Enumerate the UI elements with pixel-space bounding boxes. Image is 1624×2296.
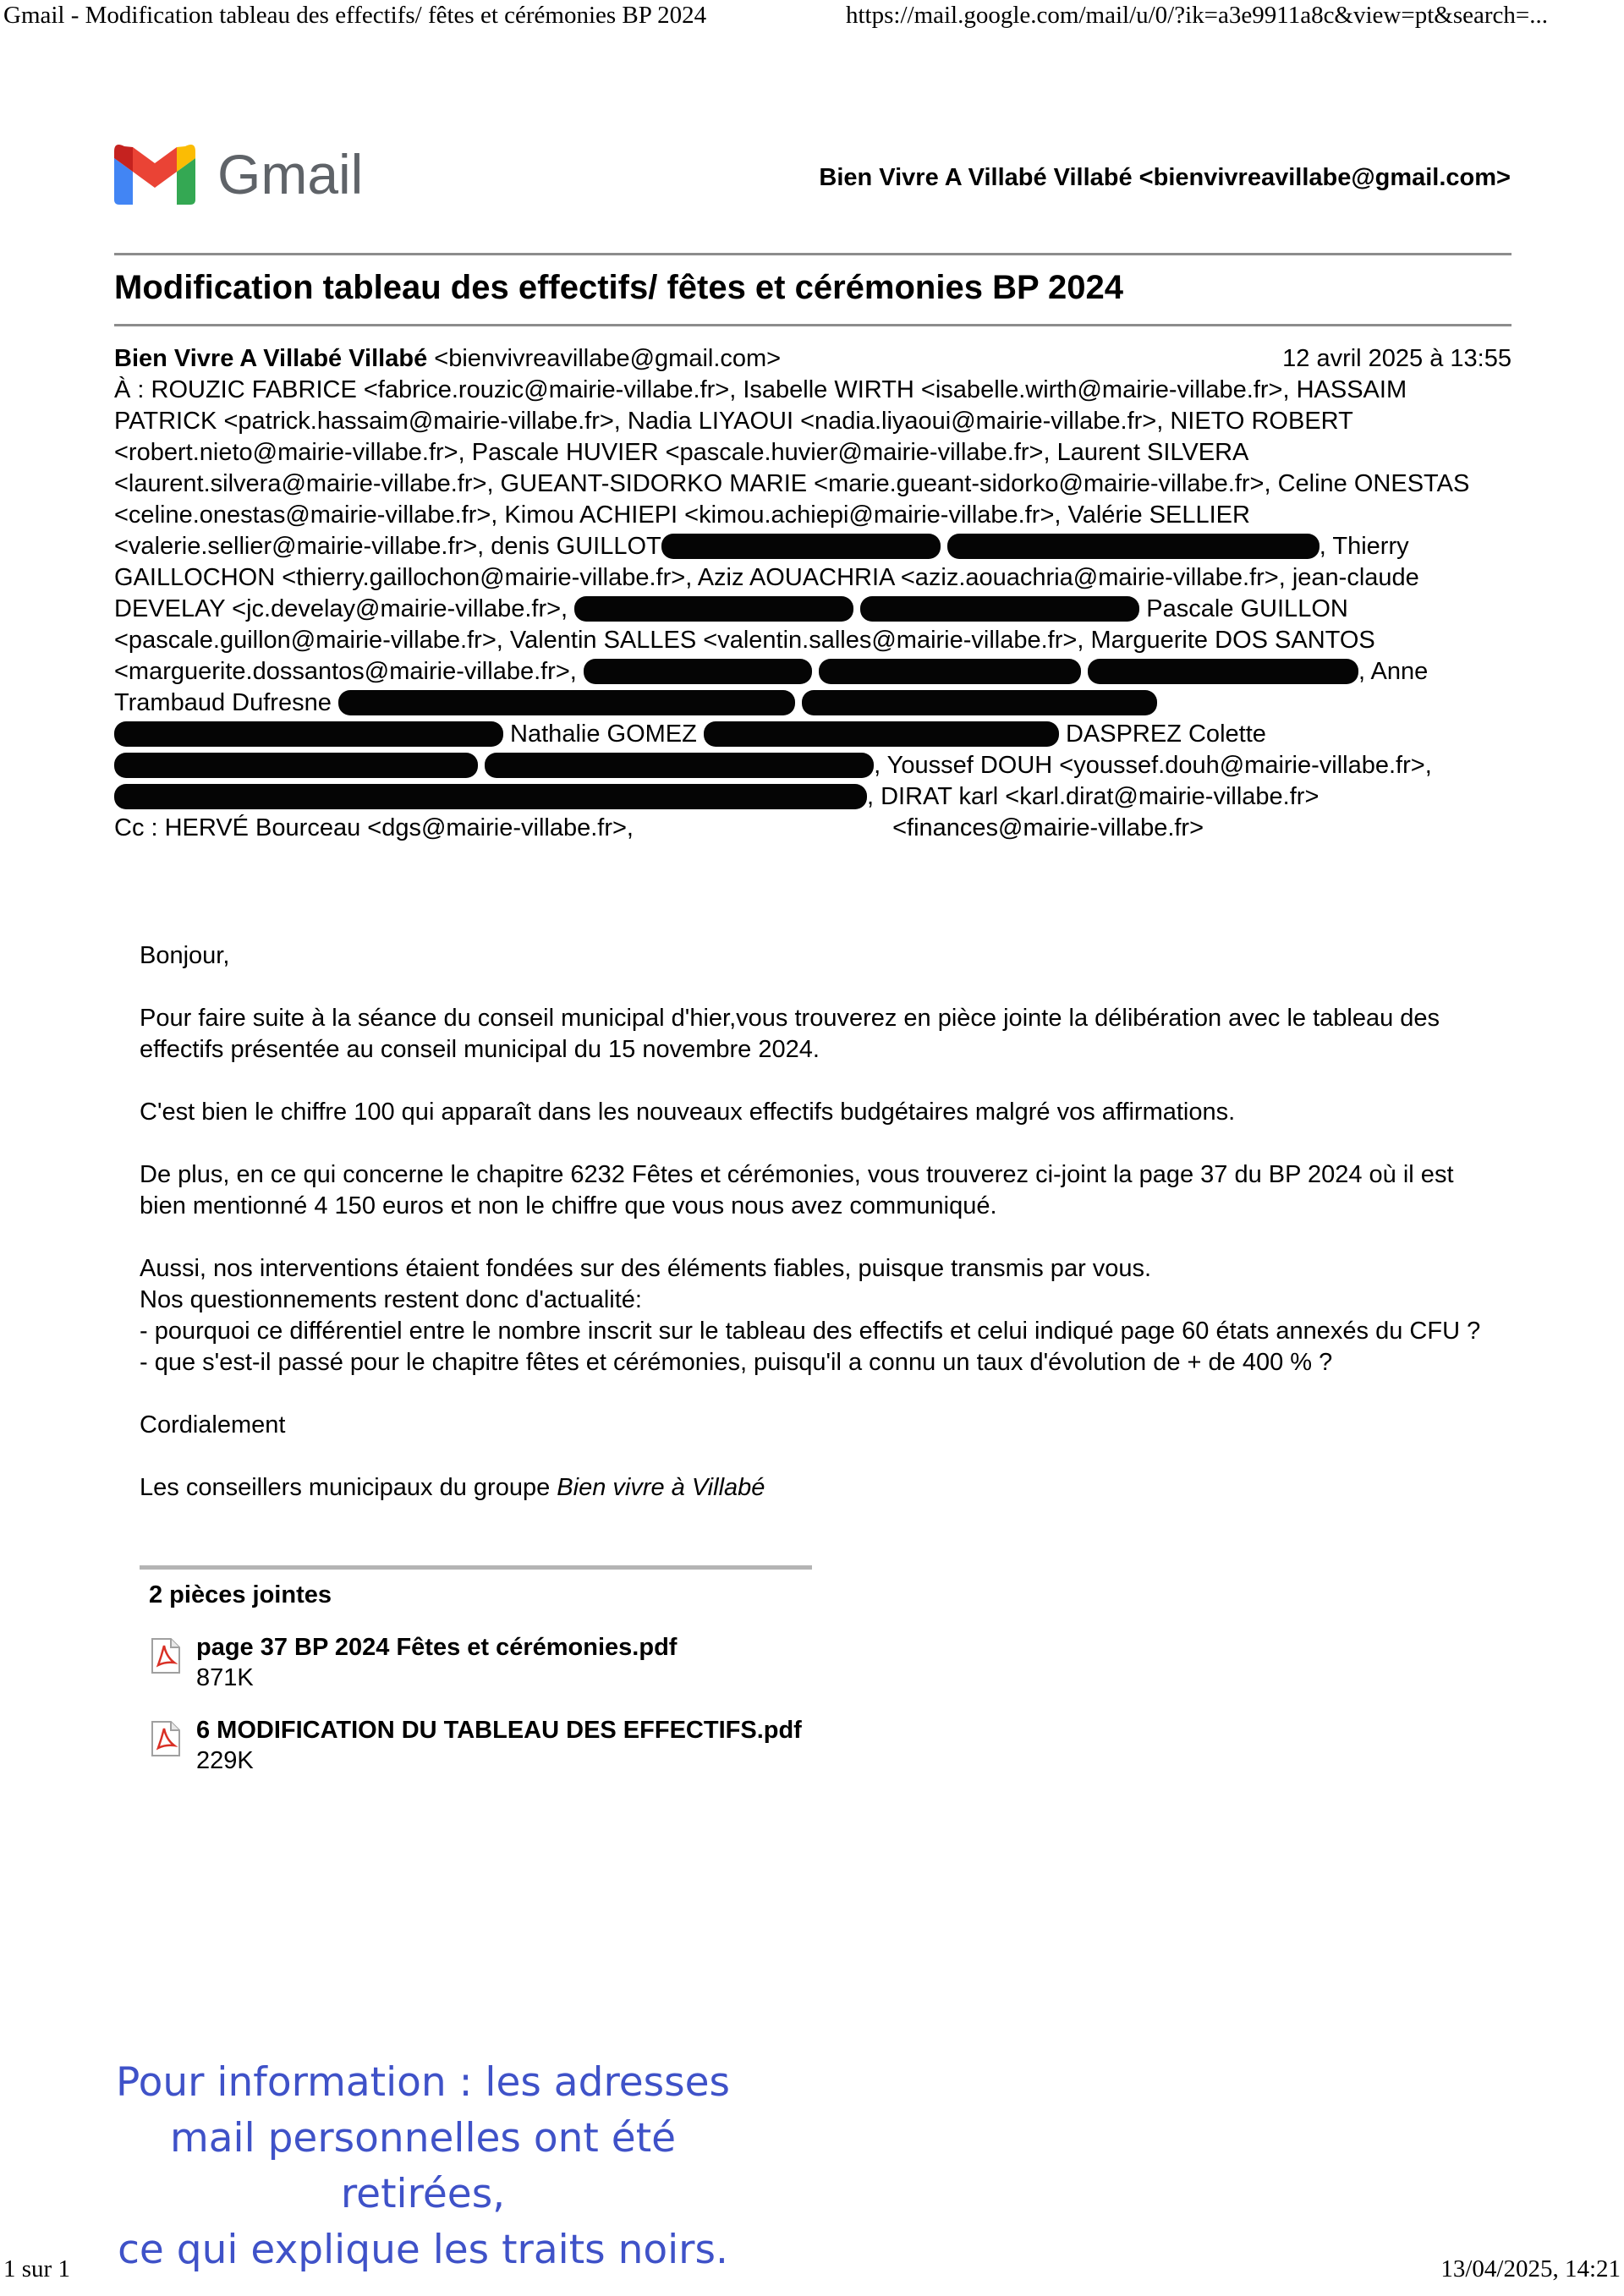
body-paragraph: Pour faire suite à la séance du conseil municipal d'hier,vous trouverez en pièce jointe la délibération avec le tableau des effectifs présentée au conseil municipal du 15 novembre 2024.	[140, 1005, 1440, 1063]
to-segment: À : ROUZIC FABRICE <fabrice.rouzic@mairie-villabe.fr>, Isabelle WIRTH <isabelle.wirth@mairie-villabe.fr>, HASSAIM PATRICK <patrick.hassaim@mairie-villabe.fr>, Nadia LIYAOUI <nadia.liyaoui@mairie-villabe.fr>, NIETO ROBERT <robert.nieto@mairie-villabe.fr>, Pascale HUVIER <pascale.huvier@mairie-villabe.fr>, Laurent SILVERA <laurent.silvera@mairie-villabe.fr>, GUEANT-SIDORKO MARIE <marie.gueant-sidorko@mairie-villabe.fr>, Celine ONESTAS <celine.onestas@mairie-villabe.fr>, Kimou ACHIEPI <kimou.achiepi@mairie-villabe.fr>, Valérie SELLIER <valerie.sellier@mairie-villabe.fr>, denis GUILLOT	[114, 376, 1470, 560]
redaction-bar	[661, 534, 941, 559]
pdf-icon	[149, 1720, 183, 1757]
closing: Cordialement	[140, 1411, 286, 1438]
email-subject: Modification tableau des effectifs/ fêtes et cérémonies BP 2024	[114, 269, 1124, 306]
redaction-bar	[114, 721, 503, 747]
attachment-item[interactable]	[149, 1632, 677, 1693]
signature-group: Bien vivre à Villabé	[557, 1474, 765, 1501]
message-date: 12 avril 2025 à 13:55	[1282, 345, 1512, 372]
account-identity: Bien Vivre A Villabé Villabé <bienvivreavillabe@gmail.com>	[819, 164, 1511, 191]
body-line: Aussi, nos interventions étaient fondées sur des éléments fiables, puisque transmis par vous.	[140, 1255, 1152, 1282]
redaction-bar	[114, 753, 478, 778]
attachment-size: 871K	[196, 1664, 254, 1691]
print-header-title: Gmail - Modification tableau des effectifs/ fêtes et cérémonies BP 2024	[3, 2, 707, 29]
attachment-item[interactable]	[149, 1715, 802, 1776]
note-line: Pour information : les adresses	[115, 2059, 731, 2106]
cc-prefix: Cc : HERVÉ Bourceau <dgs@mairie-villabe.fr>,	[114, 814, 641, 841]
body-paragraph: C'est bien le chiffre 100 qui apparaît dans les nouveaux effectifs budgétaires malgré vos affirmations.	[140, 1099, 1236, 1126]
signature-prefix: Les conseillers municipaux du groupe	[140, 1474, 557, 1501]
to-recipients	[114, 375, 1512, 813]
redaction-bar	[338, 690, 795, 715]
page-counter: 1 sur 1	[3, 2255, 70, 2282]
redaction-note	[110, 2055, 736, 2278]
redaction-bar	[114, 784, 867, 809]
message-body	[140, 940, 1493, 1535]
redaction-bar	[584, 659, 812, 684]
body-line: - que s'est-il passé pour le chapitre fêtes et cérémonies, puisqu'il a connu un taux d'évolution de + de 400 % ?	[140, 1349, 1333, 1376]
redaction-bar	[819, 659, 1081, 684]
attachment-size: 229K	[196, 1747, 254, 1774]
signature	[140, 1472, 1493, 1504]
to-segment: Pascale GUILLON <pascale.guillon@mairie-villabe.fr>, Valentin SALLES <valentin.salles@mairie-villabe.fr>, Marguerite DOS SANTOS <marguerite.dossantos@mairie-villabe.fr>,	[114, 595, 1375, 685]
body-paragraph: De plus, en ce qui concerne le chapitre 6232 Fêtes et cérémonies, vous trouverez ci-joint la page 37 du BP 2024 où il est bien mentionné 4 150 euros et non le chiffre que vous nous avez communiqué.	[140, 1161, 1454, 1219]
print-datetime: 13/04/2025, 14:21	[1440, 2255, 1621, 2282]
to-segment: , Anne Trambaud Dufresne	[114, 658, 1429, 716]
attachments-title: 2 pièces jointes	[149, 1581, 332, 1608]
to-segment: , DIRAT karl <karl.dirat@mairie-villabe.fr>	[867, 783, 1320, 810]
pdf-icon	[149, 1637, 183, 1674]
redaction-bar	[860, 596, 1139, 622]
from-line	[114, 343, 1512, 375]
cc-recipients	[114, 813, 1512, 844]
redaction-bar	[485, 753, 874, 778]
message-header	[114, 343, 1512, 844]
print-header-url: https://mail.google.com/mail/u/0/?ik=a3e9911a8c&view=pt&search=...	[846, 2, 1548, 29]
redaction-bar	[802, 690, 1157, 715]
redaction-bar	[574, 596, 853, 622]
print-header	[0, 2, 1624, 32]
greeting: Bonjour,	[140, 942, 230, 969]
redaction-bar	[1088, 659, 1358, 684]
note-line: mail personnelles ont été retirées,	[169, 2115, 677, 2217]
redaction-bar	[704, 721, 1059, 747]
attachments-divider	[140, 1565, 812, 1570]
to-segment: Nathalie GOMEZ	[503, 721, 704, 748]
sender-name: Bien Vivre A Villabé Villabé	[114, 345, 428, 372]
body-line: - pourquoi ce différentiel entre le nombre inscrit sur le tableau des effectifs et celui indiqué page 60 états annexés du CFU ?	[140, 1318, 1481, 1345]
subject-divider	[114, 324, 1512, 326]
to-segment: , Youssef DOUH <youssef.douh@mairie-villabe.fr>,	[874, 752, 1432, 779]
attachment-name[interactable]: 6 MODIFICATION DU TABLEAU DES EFFECTIFS.pdf	[196, 1717, 802, 1744]
gmail-logo	[114, 142, 363, 206]
cc-suffix: <finances@mairie-villabe.fr>	[886, 814, 1204, 841]
header-divider	[114, 253, 1512, 255]
body-line: Nos questionnements restent donc d'actualité:	[140, 1286, 642, 1313]
to-segment: DASPREZ Colette	[1058, 721, 1266, 748]
note-line: ce qui explique les traits noirs.	[118, 2227, 728, 2273]
to-segment: , Thierry GAILLOCHON <thierry.gaillochon@mairie-villabe.fr>, Aziz AOUACHRIA <aziz.aouachria@mairie-villabe.fr>, jean-claude DEVELAY <jc.develay@mairie-villabe.fr>,	[114, 533, 1419, 622]
attachment-name[interactable]: page 37 BP 2024 Fêtes et cérémonies.pdf	[196, 1634, 678, 1661]
gmail-m-icon	[114, 144, 195, 205]
redaction-bar	[947, 534, 1320, 559]
gmail-wordmark: Gmail	[217, 143, 364, 205]
sender-email: <bienvivreavillabe@gmail.com>	[434, 345, 782, 372]
